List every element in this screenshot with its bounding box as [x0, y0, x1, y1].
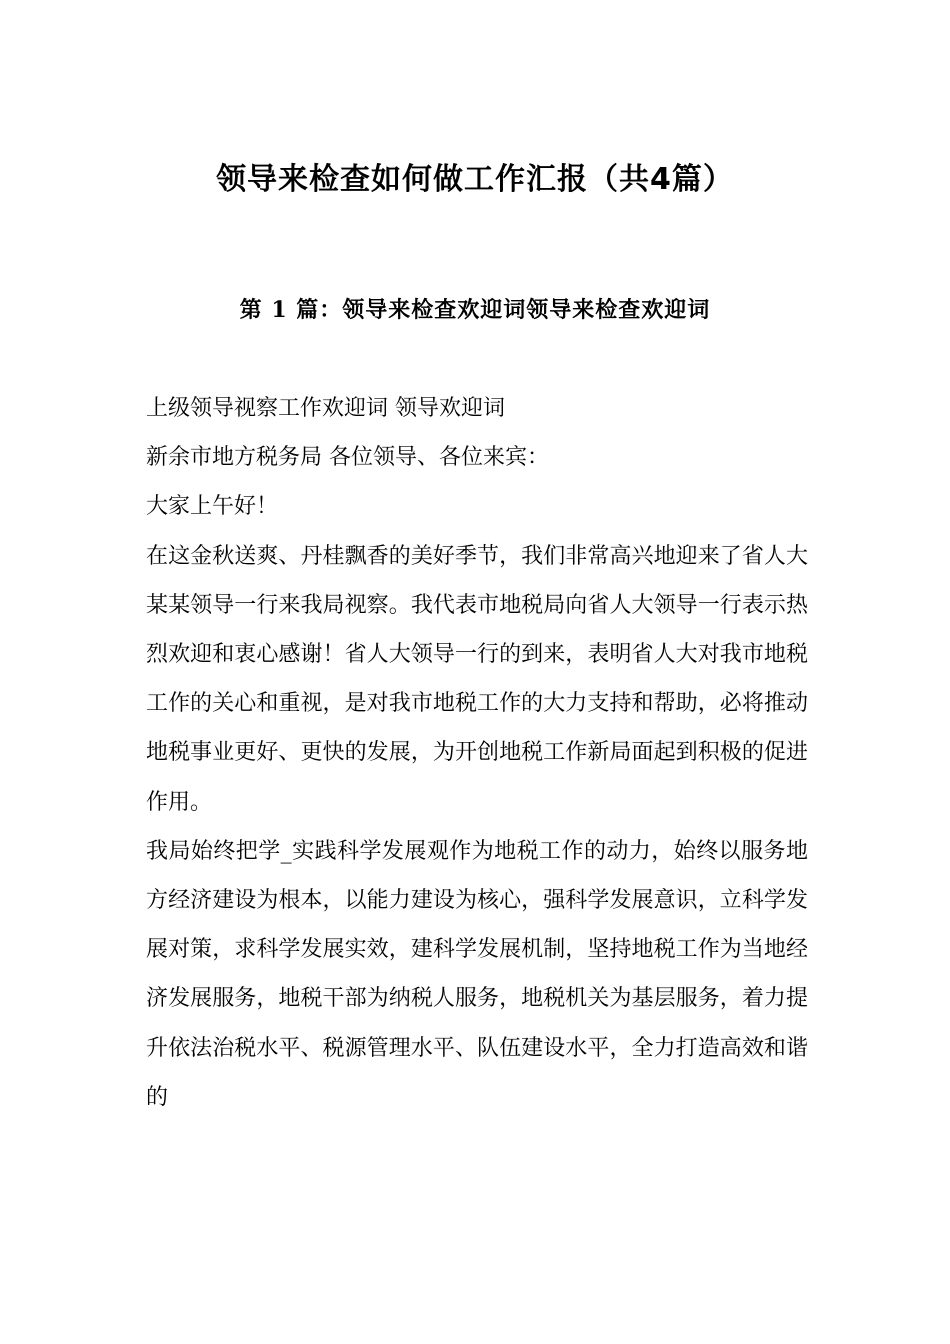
paragraph: 新余市地方税务局 各位领导、各位来宾： [146, 445, 549, 471]
document-title: 领导来检查如何做工作汇报（共4篇） [216, 162, 734, 197]
paragraph: 大家上午好！ [146, 494, 279, 520]
document-body [146, 384, 808, 1122]
paragraph: 我局始终把学_实践科学发展观作为地税工作的动力，始终以服务地方经济建设为根本，以能力建设为核心，强科学发展意识，立科学发展对策，求科学发展实效，建科学发展机制，坚持地税工作为当地经济发展服务，地税干部为纳税人服务，地税机关为基层服务，着力提升依法治税水平、税源管理水平、队伍建设水平，全力打造高效和谐的 [146, 838, 808, 1110]
section-heading: 第 1 篇：领导来检查欢迎词领导来检查欢迎词 [239, 297, 711, 323]
paragraph: 在这金秋送爽、丹桂飘香的美好季节，我们非常高兴地迎来了省人大某某领导一行来我局视察。我代表市地税局向省人大领导一行表示热烈欢迎和衷心感谢！省人大领导一行的到来，表明省人大对我市地税工作的关心和重视，是对我市地税工作的大力支持和帮助，必将推动地税事业更好、更快的发展，为开创地税工作新局面起到积极的促进作用。 [146, 543, 808, 815]
paragraph: 上级领导视察工作欢迎词 领导欢迎词 [146, 396, 505, 421]
